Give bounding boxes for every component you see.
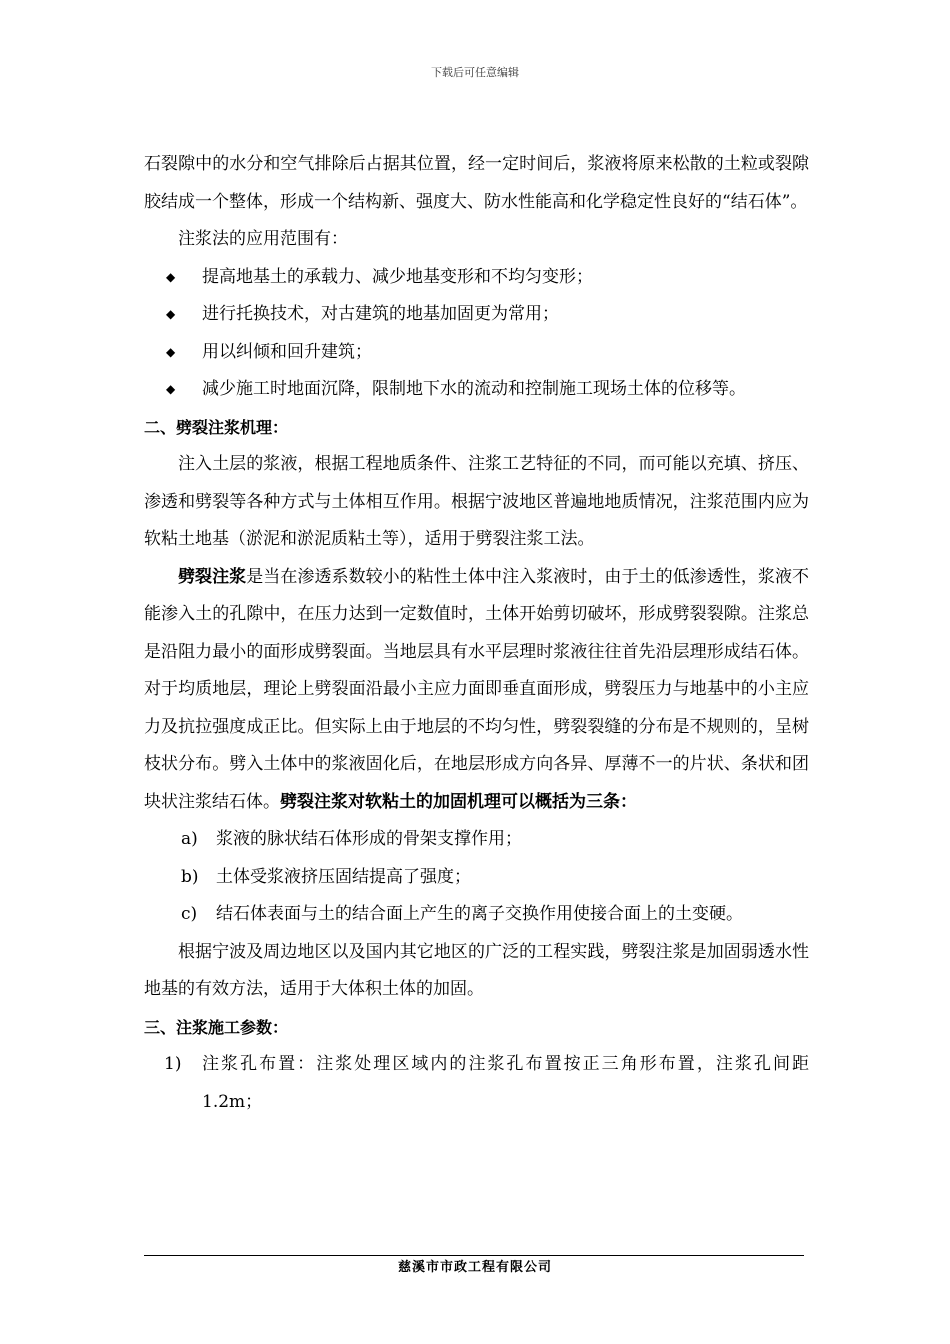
list-item [144, 821, 809, 859]
list-marker: 1) [164, 1054, 182, 1074]
section-heading-3: 三、注浆施工参数： [144, 1017, 289, 1037]
list-item [144, 859, 809, 897]
list-marker: c) [181, 904, 198, 924]
bold-term: 劈裂注浆 [178, 566, 247, 587]
diamond-bullet-icon: ◆ [166, 382, 176, 396]
paragraph-4-text: 是当在渗透系数较小的粘性土体中注入浆液时，由于土的低渗透性，浆液不能渗入土的孔隙中，在压力达到一定数值时，土体开始剪切破坏，形成劈裂裂隙。注浆总是沿阻力最小的面形成劈裂面。当地层具有水平层理时浆液往往首先沿层理形成结石体。对于均质地层，理论上劈裂面沿最小主应力面即垂直面形成，劈裂压力与地基中的小主应力及抗拉强度成正比。但实际上由于地层的不均匀性，劈裂裂缝的分布是不规则的，呈树枝状分布。劈入土体中的浆液固化后，在地层形成方向各异、厚薄不一的片状、条状和团块状注浆结石体。 [144, 566, 810, 812]
list-item-text: 减少施工时地面沉降，限制地下水的流动和控制施工现场土体的位移等。 [202, 379, 746, 399]
list-item-text: 浆液的脉状结石体形成的骨架支撑作用； [216, 829, 522, 849]
page-header: 下载后可任意编辑 [431, 66, 519, 79]
section-heading-2: 二、劈裂注浆机理： [144, 417, 289, 437]
list-item [144, 259, 809, 297]
paragraph-3: 注入土层的浆液，根据工程地质条件、注浆工艺特征的不同，而可能以充填、挤压、渗透和劈裂等各种方式与土体相互作用。根据宁波地区普遍地地质情况，注浆范围内应为软粘土地基（淤泥和淤泥质粘土等），适用于劈裂注浆工法。 [144, 454, 809, 549]
list-item [144, 296, 809, 334]
diamond-bullet-icon: ◆ [166, 307, 176, 321]
paragraph-2: 注浆法的应用范围有： [178, 229, 348, 249]
paragraph-4 [144, 559, 809, 822]
list-item-text: 结石体表面与土的结合面上产生的离子交换作用使接合面上的土变硬。 [216, 904, 743, 924]
list-item [144, 371, 815, 409]
list-item [144, 334, 809, 372]
bold-summary: 劈裂注浆对软粘土的加固机理可以概括为三条： [280, 791, 637, 812]
diamond-bullet-icon: ◆ [166, 344, 176, 359]
list-item-text: 土体受浆液挤压固结提高了强度； [216, 866, 471, 887]
list-item-text: 进行托换技术，对古建筑的地基加固更为常用； [202, 304, 559, 324]
paragraph-5: 根据宁波及周边地区以及国内其它地区的广泛的工程实践，劈裂注浆是加固弱透水性地基的有效方法，适用于大体积土体的加固。 [144, 941, 809, 999]
company-footer: 慈溪市市政工程有限公司 [397, 1260, 552, 1275]
list-marker: b) [181, 866, 199, 887]
list-item [144, 896, 815, 934]
diamond-bullet-icon: ◆ [166, 269, 176, 284]
list-marker: a) [181, 829, 198, 849]
list-item [144, 1046, 809, 1121]
list-item-text: 提高地基土的承载力、减少地基变形和不均匀变形； [202, 266, 593, 287]
document-body [144, 146, 809, 1121]
list-item-text: 用以纠倾和回升建筑； [202, 341, 372, 362]
list-item-text: 注浆孔布置：注浆处理区域内的注浆孔布置按正三角形布置，注浆孔间距 1.2m； [202, 1054, 809, 1112]
paragraph-1: 石裂隙中的水分和空气排除后占据其位置，经一定时间后，浆液将原来松散的土粒或裂隙胶结成一个整体，形成一个结构新、强度大、防水性能高和化学稳定性良好的“结石体”。 [144, 154, 809, 212]
